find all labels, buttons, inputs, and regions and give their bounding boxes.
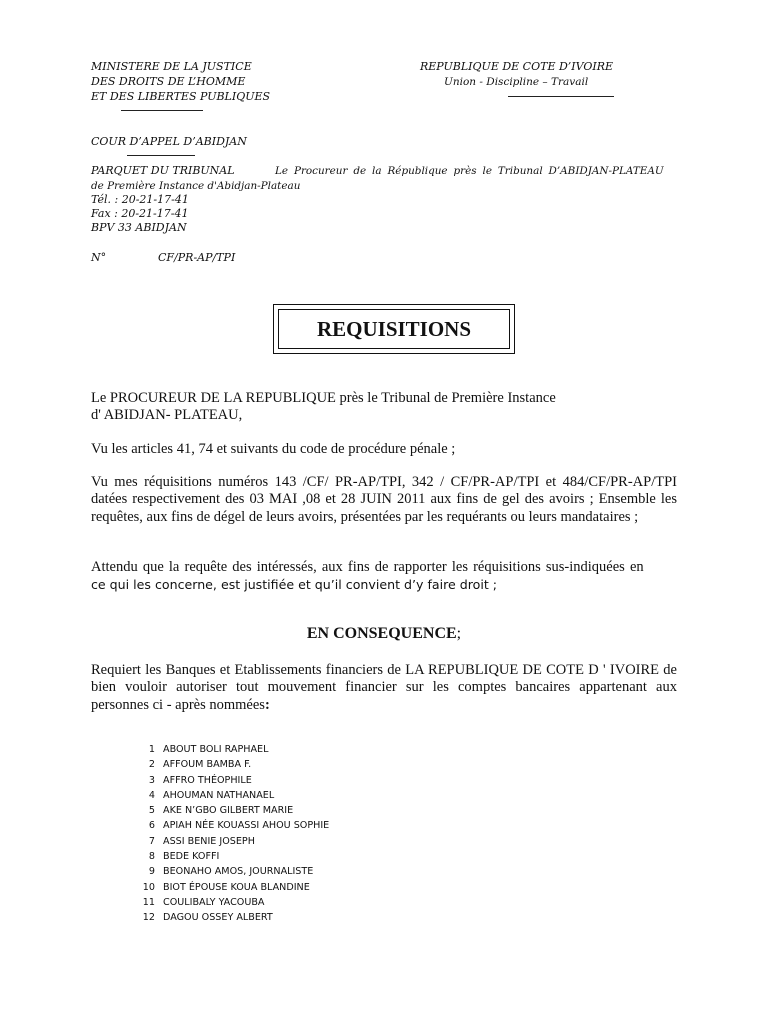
list-item-name: AFFRO THÉOPHILE [163,774,252,786]
list-item-number: 4 [148,789,155,801]
list-item-name: COULIBALY YACOUBA [163,896,265,908]
requiert-text: Requiert les Banques et Etablissements financiers de LA REPUBLIQUE DE COTE D ' IVOIRE de bien vouloir autoriser tout mouvement financier sur les comptes bancaires appartenant aux personnes ci - après nommées [91,662,677,713]
list-item-number: 8 [148,851,155,863]
parquet-label: PARQUET DU TRIBUNAL [91,164,235,177]
list-item-number: 12 [142,912,155,924]
list-item-name: BIOT ÉPOUSE KOUA BLANDINE [163,881,310,893]
republic-line-1: REPUBLIQUE DE COTE D’IVOIRE [420,60,614,73]
list-item-number: 6 [148,820,155,832]
requiert-colon: : [264,696,270,713]
republic-motto: Union - Discipline – Travail [444,76,589,88]
list-item-name: APIAH NÉE KOUASSI AHOU SOPHIE [163,820,330,832]
list-item-number: 10 [142,881,155,893]
ministry-line-3: ET DES LIBERTES PUBLIQUES [91,90,271,103]
fax: Fax : 20-21-17-41 [91,207,189,220]
list-item [130,849,329,864]
list-item-number: 1 [148,744,155,755]
reference-value: CF/PR-AP/TPI [158,251,236,264]
ministry-line-1: MINISTERE DE LA JUSTICE [91,60,252,73]
tribunal-instance: de Première Instance d'Abidjan-Plateau [91,180,301,192]
reference-label: N° [91,251,107,264]
list-item-name: ABOUT BOLI RAPHAEL [163,744,269,755]
attendu-line-2: ce qui les concerne, est justifiée et qu’il convient d’y faire droit ; [91,577,498,592]
header-divider-left [121,110,203,111]
telephone: Tél. : 20-21-17-41 [91,193,189,206]
vu-requisitions: Vu mes réquisitions numéros 143 /CF/ PR-AP/TPI, 342 / CF/PR-AP/TPI et 484/CF/PR-AP/TPI datées respectivement des 03 MAI ,08 et 28 JUIN 2011 aux fins de gel des avoirs ; Ensemble les requêtes, aux fins de dégel de leurs avoirs, présentées par les requérants ou leurs mandataires ; [91,474,677,525]
list-item-number: 11 [142,896,155,908]
list-item-number: 5 [148,805,155,817]
list-item [130,742,329,757]
list-item [130,818,329,833]
ministry-line-2: DES DROITS DE L’HOMME [91,75,246,88]
court-name: COUR D’APPEL D’ABIDJAN [91,135,247,148]
list-item-number: 3 [148,774,155,786]
list-item-name: AHOUMAN NATHANAEL [163,789,275,801]
vu-articles: Vu les articles 41, 74 et suivants du code de procédure pénale ; [91,441,456,457]
requiert-paragraph [91,662,677,714]
person-list [130,742,329,926]
list-item [130,773,329,788]
list-item [130,880,329,895]
list-item [130,910,329,925]
consequence-punct: ; [456,625,462,642]
list-item-name: AFFOUM BAMBA F. [163,759,252,771]
list-item-name: BEONAHO AMOS, JOURNALISTE [163,866,314,878]
list-item [130,803,329,818]
header-divider-right [508,96,614,97]
list-item-name: DAGOU OSSEY ALBERT [163,912,273,924]
postal-box: BPV 33 ABIDJAN [91,221,187,234]
intro-line-1: Le PROCUREUR DE LA REPUBLIQUE près le Tribunal de Première Instance [91,390,556,406]
list-item [130,757,329,772]
list-item-number: 7 [148,835,155,847]
list-item-name: ASSI BENIE JOSEPH [163,835,255,847]
intro-line-2: d' ABIDJAN- PLATEAU, [91,407,243,423]
list-item-number: 9 [148,866,155,878]
consequence-heading [0,625,768,643]
list-item [130,788,329,803]
list-item [130,864,329,879]
attendu-line-1: Attendu que la requête des intéressés, aux fins de rapporter les réquisitions sus-indiquées en [91,559,644,575]
document-title: REQUISITIONS [278,309,510,349]
consequence-text: EN CONSEQUENCE [306,625,457,642]
list-item-name: AKE N’GBO GILBERT MARIE [163,805,294,817]
court-divider [127,155,195,156]
list-item-name: BEDE KOFFI [163,851,220,863]
list-item-number: 2 [148,759,155,771]
title-box [273,304,515,354]
procureur-addressee: Le Procureur de la République près le Tribunal D’ABIDJAN-PLATEAU [275,165,664,177]
list-item [130,895,329,910]
list-item [130,834,329,849]
